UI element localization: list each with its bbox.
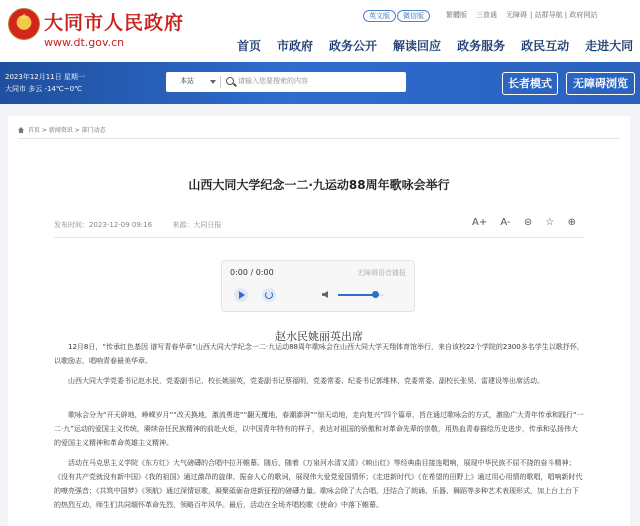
- article-subhead: 赵水民姚丽英出席: [275, 330, 363, 343]
- main-nav: [237, 37, 633, 54]
- audio-player: [221, 260, 415, 312]
- date-weather: [5, 71, 85, 95]
- breadcrumb-divider: [18, 138, 620, 139]
- article-paragraph: 活动在马克思主义学院《东方红》大气磅礴的合唱中拉开帷幕。随后，随着《万泉河水清又清》《映山红》等经典曲目接连唱响，展现中华民族不屈不挠的奋斗精神；《没有共产党就没有新中国》《我的祖国》通过激昂的旋律、振奋人心的歌词，展现伟大爱党爱国情怀；《走进新时代》《在希望的田野上》通过用心用情的歌唱，唱响新时代的嘹亮强音；《共筑中国梦》《领航》通过深情讴歌，凝聚砥砺奋进新征程的磅礴力量。歌咏会除了大合唱，还结合了朗诵、乐器、舞蹈等多种艺术表现形式，加上台上台下的热烈互动，师生们共同缅怀革命先烈，领略百年风华。最后，活动在全场齐唱校歌《使命》中落下帷幕。: [54, 459, 583, 509]
- nav-public-interaction[interactable]: 政民互动: [521, 39, 570, 53]
- traditional-chinese-link[interactable]: 繁體版: [446, 11, 467, 19]
- breadcrumb-department-news[interactable]: 部门动态: [81, 127, 106, 134]
- site-domain: www.dt.gov.cn: [44, 36, 125, 49]
- volume-fill: [338, 294, 375, 296]
- standard-link[interactable]: 三普通: [476, 11, 497, 19]
- site-group-nav-link[interactable]: | 站群导航 | 政府网站: [530, 11, 598, 19]
- nav-home[interactable]: 首页: [237, 39, 262, 53]
- search-icon[interactable]: [226, 77, 234, 85]
- national-emblem-icon: ★: [8, 8, 40, 40]
- site-title[interactable]: 大同市人民政府: [44, 12, 185, 34]
- font-increase-button[interactable]: A+: [472, 217, 488, 228]
- wechat-version-link[interactable]: 微信版: [397, 10, 430, 22]
- home-icon: [18, 127, 24, 133]
- search-input[interactable]: 请输入您要搜索的内容: [238, 77, 308, 85]
- elder-mode-button[interactable]: 长者模式: [502, 72, 558, 95]
- english-version-link[interactable]: 英文版: [363, 10, 396, 22]
- breadcrumb: [18, 125, 106, 134]
- article-source: 来源：大同日报: [172, 221, 222, 229]
- breadcrumb-news[interactable]: 新闻资讯: [48, 127, 73, 134]
- accessibility-link[interactable]: 无障碍: [506, 11, 527, 19]
- search-divider: [220, 76, 221, 88]
- meta-divider: [54, 237, 584, 238]
- share-icon[interactable]: ⊕: [567, 217, 576, 228]
- nav-about-datong[interactable]: 走进大同: [585, 39, 634, 53]
- audio-time: 0:00 / 0:00: [230, 268, 274, 277]
- loop-icon[interactable]: [262, 288, 276, 302]
- favorite-icon[interactable]: ☆: [545, 217, 555, 228]
- chevron-down-icon[interactable]: [210, 80, 216, 84]
- search-scope-select[interactable]: 本站: [180, 77, 194, 85]
- volume-icon[interactable]: [322, 291, 328, 298]
- article-paragraph: 山西大同大学党委书记赵水民，党委副书记、校长姚丽英，党委副书记蔡福明，党委常委、纪委书记郭维林，党委常委、副校长张昊、雷建设等出席活动。: [68, 377, 544, 385]
- volume-slider[interactable]: [338, 294, 384, 296]
- article-paragraph: 12月8日，“传承红色基因 谱写青春华章”山西大同大学纪念一二·九运动88周年歌咏会在山西大同大学天翔体育馆举行，来自该校22个学院的2300多名学生以歌抒怀，以歌励志，唱响青春最美华章。: [54, 343, 584, 365]
- article-title: 山西大同大学纪念一二·九运动88周年歌咏会举行: [188, 178, 450, 192]
- weather-info: 大同市 多云 -14℃~0℃: [5, 85, 82, 93]
- breadcrumb-home[interactable]: 首页: [27, 127, 40, 134]
- article-card: [8, 116, 630, 526]
- publish-time: 发布时间：2023-12-09 09:16: [54, 221, 153, 229]
- play-icon[interactable]: [234, 288, 248, 302]
- search-banner: [0, 62, 640, 104]
- print-icon[interactable]: ⊜: [523, 217, 533, 228]
- article-tools: [472, 217, 576, 228]
- nav-city-government[interactable]: 市政府: [277, 39, 314, 53]
- site-header: [0, 0, 640, 62]
- article-meta: [54, 220, 221, 230]
- audio-hint: 无障碍语音播报: [357, 269, 406, 277]
- article-paragraph: 歌咏会分为“开天辟地，峥嵘岁月”“改天换地，激流勇进”“翻天覆地，春潮澎湃”“惊天动地，走向复兴”四个篇章，旨在通过歌咏会的方式，激励广大青年传承和践行“一二·九”运动的爱国主义传统，赓续奋任民族精神的前赴火炬，以中国青年特有的样子，表达对祖国的骄傲和对革命先辈的崇敬，用热血青春描绘历史进步，传承和弘扬伟大的爱国主义精神和革命英雄主义精神。: [54, 411, 584, 447]
- nav-interpretation[interactable]: 解读回应: [393, 39, 442, 53]
- accessible-browse-button[interactable]: 无障碍浏览: [566, 72, 635, 95]
- volume-knob[interactable]: [372, 291, 379, 298]
- content-area: [0, 104, 640, 526]
- nav-government-affairs-disclosure[interactable]: 政务公开: [329, 39, 378, 53]
- nav-government-services[interactable]: 政务服务: [457, 39, 506, 53]
- font-decrease-button[interactable]: A-: [500, 217, 511, 228]
- breadcrumb-separator: >: [41, 127, 49, 134]
- current-date: 2023年12月11日 星期一: [5, 73, 85, 81]
- breadcrumb-separator: >: [74, 127, 82, 134]
- search-box[interactable]: [166, 72, 406, 92]
